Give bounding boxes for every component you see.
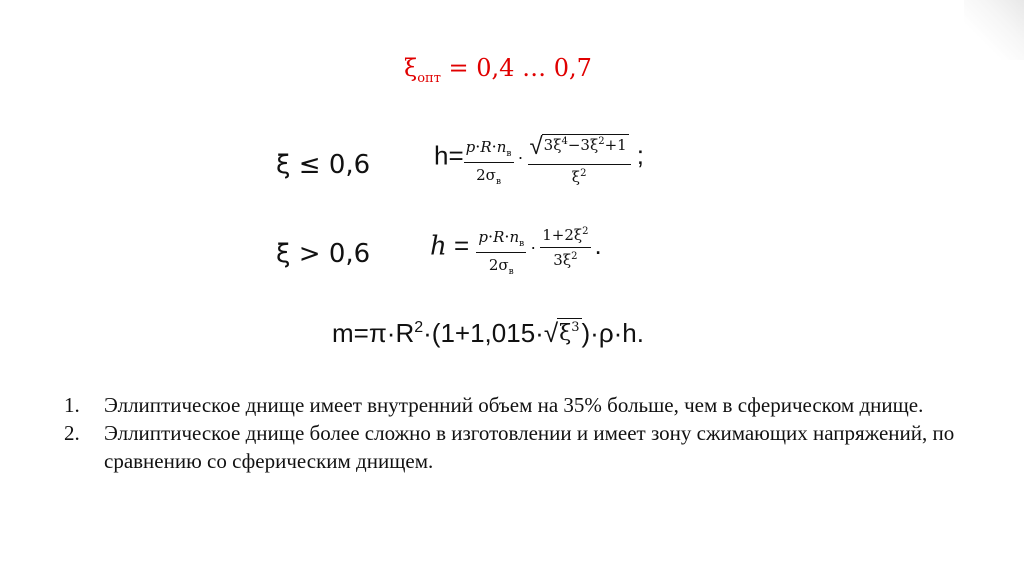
h-label-italic: h xyxy=(430,231,447,262)
fraction-pressure-2: $\frac{p\cdot R\cdot nв}{2\sigma_в}$ xyxy=(476,218,526,277)
R-var: R xyxy=(480,138,492,156)
xi-subscript: опт xyxy=(417,71,441,86)
fraction-pressure: $\frac{p\cdot R\cdot nв}{2\sigma_в}$ xyxy=(464,128,514,187)
mass-mid: ·(1+1,015· xyxy=(423,318,544,348)
xi-symbol: ξ xyxy=(404,54,418,82)
sigma-den: 2σ xyxy=(476,166,496,184)
optimal-ratio-formula xyxy=(404,54,592,86)
list-text: Эллиптическое днище более сложно в изготовлении и имеет зону сжимающих напряжений, по сравнению со сферическим днищем. xyxy=(104,421,955,473)
condition-gt: ξ > 0,6 xyxy=(276,239,371,269)
thickness-formula-2: h = $\frac{p\cdot R\cdot nв}{2\sigma_в}$ · $\frac{1+2\xi^2}{3\xi^2}$ . xyxy=(430,218,602,277)
semicolon: ; xyxy=(636,140,644,171)
h-label: h= xyxy=(434,140,464,171)
mass-prefix: m=π·R xyxy=(332,318,415,348)
list-item xyxy=(64,391,964,419)
n-subscript: в xyxy=(506,149,512,159)
page-curl-decoration xyxy=(964,0,1024,60)
list-number: 2. xyxy=(64,421,80,445)
mass-suffix: )·ρ·h. xyxy=(581,318,644,348)
sqrt-expression: √ $3\xi^4-3\xi^2+1$ xyxy=(529,132,627,160)
p-var: p xyxy=(465,138,476,156)
period: . xyxy=(594,230,602,261)
fraction-xi: $\frac{1+2\xi^2}{3\xi^2}$ xyxy=(542,226,589,269)
list-number: 1. xyxy=(64,393,80,417)
fraction-sqrt: √ $3\xi^4-3\xi^2+1$ $\xi^2$ xyxy=(528,130,631,186)
sigma-subscript: в xyxy=(495,177,502,187)
sqrt-xi-cubed: √ $\xi^3$ xyxy=(543,318,580,348)
list-text: Эллиптическое днище имеет внутренний объем на 35% больше, чем в сферическом днище. xyxy=(104,393,924,417)
condition-le: ξ ≤ 0,6 xyxy=(276,150,371,180)
n-var: n xyxy=(496,138,507,156)
thickness-formula-1: h= $\frac{p\cdot R\cdot nв}{2\sigma_в}$ · √ $3\xi^4-3\xi^2+1$ $\xi^2$ ; xyxy=(434,128,644,187)
list-item xyxy=(64,419,964,475)
conclusions-list xyxy=(64,391,964,475)
mass-formula: $m=\pi\cdot R^2\cdot(1+1,015\cdot$ √ $\xi^3$ )·ρ·h. xyxy=(332,318,644,348)
optimal-range: = 0,4 … 0,7 xyxy=(440,54,592,82)
